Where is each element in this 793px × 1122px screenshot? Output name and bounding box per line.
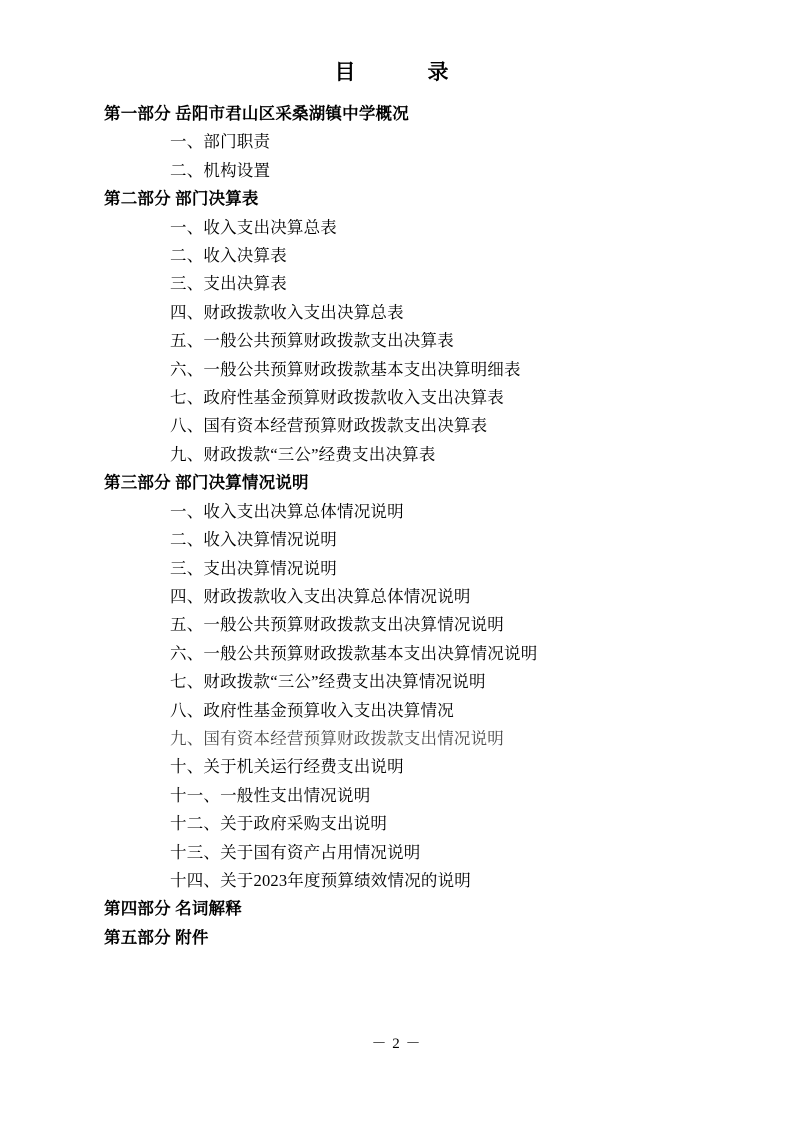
toc-item-entry[interactable]: 十四、关于2023年度预算绩效情况的说明	[170, 870, 471, 890]
toc-item-entry[interactable]: 三、支出决算情况说明	[170, 558, 337, 578]
toc-item-entry[interactable]: 七、政府性基金预算财政拨款收入支出决算表	[170, 388, 504, 408]
toc-item-entry[interactable]: 十、关于机关运行经费支出说明	[170, 757, 404, 777]
page-title: 目 录	[334, 60, 459, 84]
toc-item-entry[interactable]: 四、财政拨款收入支出决算总表	[170, 302, 404, 322]
toc-item-entry[interactable]: 二、收入决算情况说明	[170, 530, 337, 550]
toc-item-entry[interactable]: 八、国有资本经营预算财政拨款支出决算表	[170, 416, 488, 436]
toc-item-entry[interactable]: 一、部门职责	[170, 132, 271, 152]
toc-item-entry[interactable]: 十二、关于政府采购支出说明	[170, 814, 388, 834]
toc-part-entry[interactable]: 第四部分 名词解释	[104, 899, 242, 919]
toc-item-entry[interactable]: 五、一般公共预算财政拨款支出决算表	[170, 331, 454, 351]
toc-item-entry[interactable]: 一、收入支出决算总体情况说明	[170, 501, 404, 521]
toc-part-entry[interactable]: 第五部分 附件	[104, 927, 209, 947]
toc-item-entry[interactable]: 五、一般公共预算财政拨款支出决算情况说明	[170, 615, 504, 635]
toc-item-entry[interactable]: 八、政府性基金预算收入支出决算情况	[170, 700, 454, 720]
toc-item-entry[interactable]: 九、国有资本经营预算财政拨款支出情况说明	[170, 728, 504, 748]
toc-item-entry[interactable]: 九、财政拨款“三公”经费支出决算表	[170, 444, 436, 464]
toc-item-entry[interactable]: 六、一般公共预算财政拨款基本支出决算情况说明	[170, 643, 538, 663]
toc-part-entry[interactable]: 第二部分 部门决算表	[104, 189, 259, 209]
toc-item-entry[interactable]: 十三、关于国有资产占用情况说明	[170, 842, 421, 862]
toc-item-entry[interactable]: 三、支出决算表	[170, 274, 287, 294]
toc-item-entry[interactable]: 一、收入支出决算总表	[170, 217, 337, 237]
toc-item-entry[interactable]: 七、财政拨款“三公”经费支出决算情况说明	[170, 672, 486, 692]
toc-part-entry[interactable]: 第三部分 部门决算情况说明	[104, 473, 309, 493]
toc-item-entry[interactable]: 四、财政拨款收入支出决算总体情况说明	[170, 586, 471, 606]
toc-item-entry[interactable]: 二、机构设置	[170, 160, 271, 180]
toc-item-entry[interactable]: 六、一般公共预算财政拨款基本支出决算明细表	[170, 359, 521, 379]
toc-item-entry[interactable]: 二、收入决算表	[170, 246, 287, 266]
page-number: － 2 －	[371, 1036, 422, 1052]
toc-part-entry[interactable]: 第一部分 岳阳市君山区采桑湖镇中学概况	[104, 104, 409, 123]
toc-item-entry[interactable]: 十一、一般性支出情况说明	[170, 785, 371, 805]
table-of-contents	[70, 100, 723, 952]
